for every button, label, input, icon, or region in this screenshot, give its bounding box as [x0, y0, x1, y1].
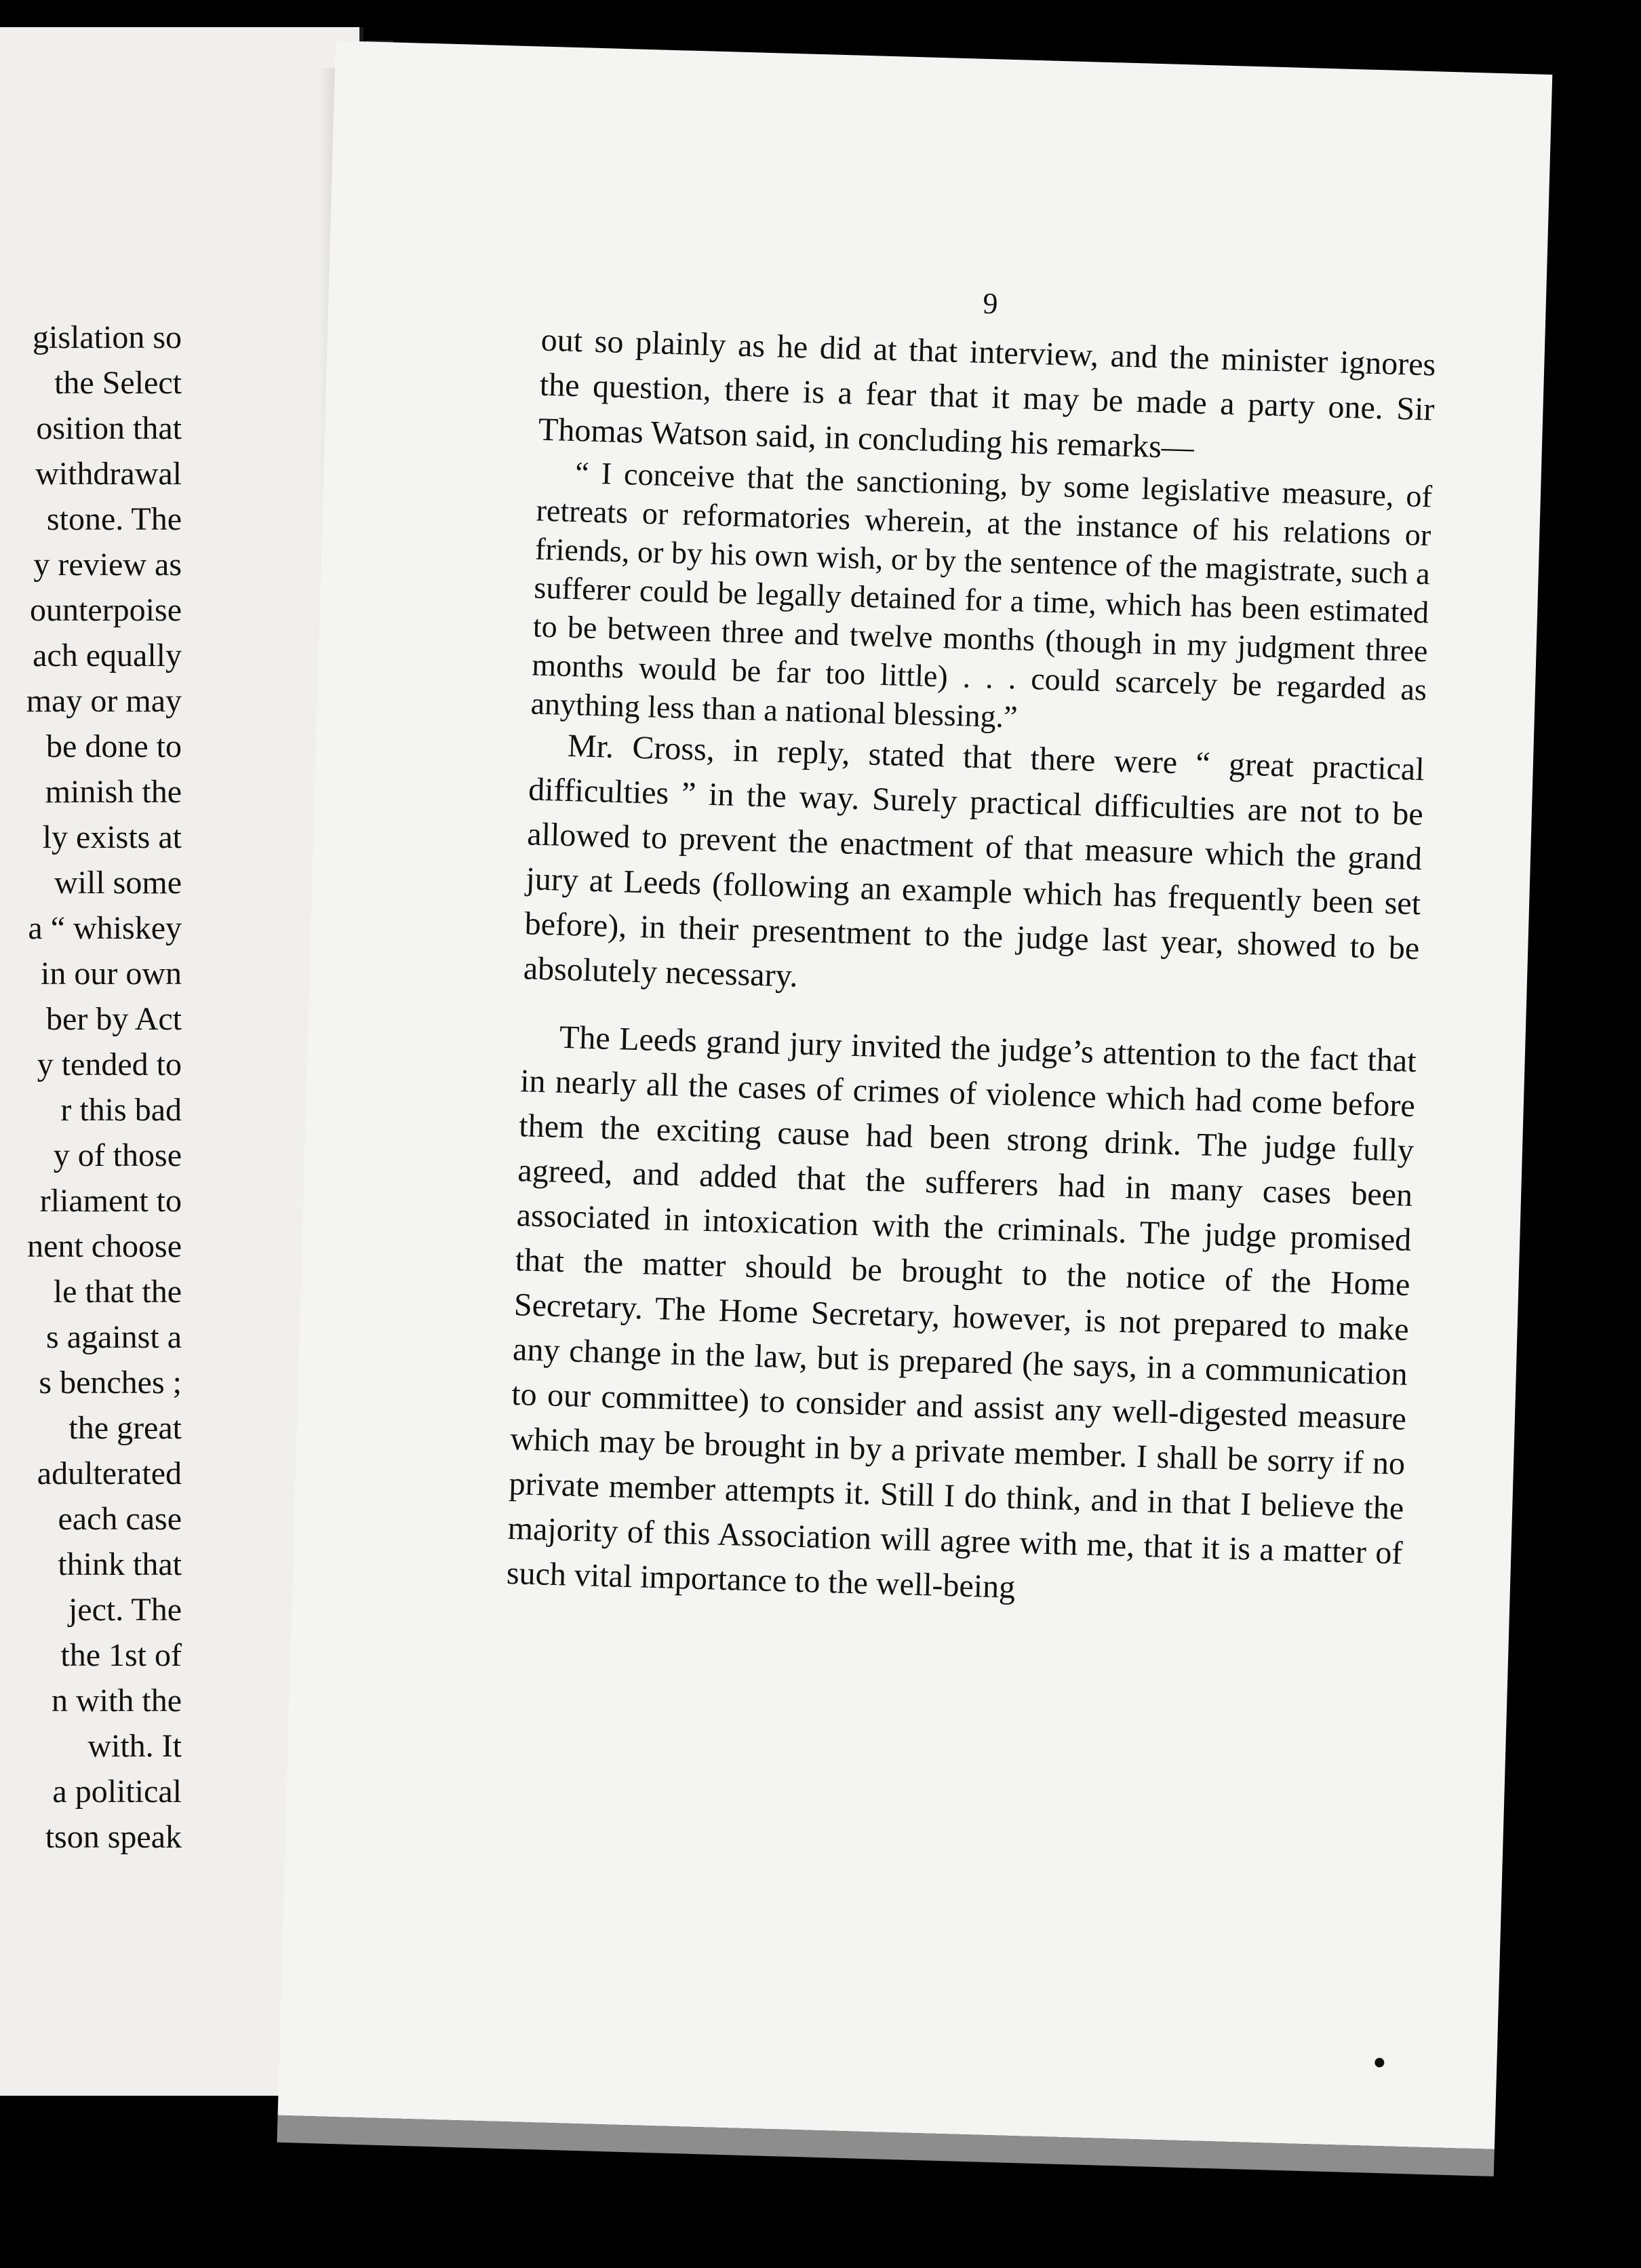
left-page-line: in our own — [41, 956, 182, 992]
left-page-line: y tended to — [37, 1047, 182, 1082]
left-page-line: r this bad — [60, 1092, 182, 1128]
left-page-text — [0, 315, 182, 1860]
left-page-line: with. It — [87, 1728, 182, 1764]
left-page-line: ject. The — [68, 1592, 182, 1628]
left-page-line: minish the — [45, 774, 182, 810]
right-page — [278, 41, 1553, 2149]
left-page-line: the 1st of — [60, 1637, 182, 1673]
left-page-line: s against a — [46, 1319, 182, 1355]
paragraph-opening: out so plainly as he did at that interview, and the minister ignores the question, there is a fear that it may be made a party one. Sir Thomas Watson said, in concluding his remarks— — [538, 321, 1437, 466]
left-page-line: be done to — [46, 728, 182, 764]
page-body — [506, 318, 1436, 1621]
left-page-line: nent choose — [27, 1228, 182, 1264]
left-page-line: osition that — [36, 410, 182, 446]
left-page-line: adulterated — [37, 1455, 182, 1491]
left-page-line: the great — [68, 1410, 182, 1446]
paragraph-leeds-jury: The Leeds grand jury invited the judge’s attention to the fact that in nearly all the cases of crimes of violence which had come before them the exciting cause had been strong drink. The judge fully agreed, and added that the sufferers had in many cases been associated in intoxication with the criminals. The judge promised that the matter should be brought to the notice of the Home Secretary. The Home Secretary, however, is not prepared to make any change in the law, but is prepared (he says, in a communication to our committee) to consider and assist any well-digested measure which may be brought in by a private member. I shall be sorry if no private member attempts it. Still I do think, and in that I believe the majority of this Association will agree with me, that it is a matter of such vital importance to the well-being — [506, 1019, 1417, 1605]
left-page-line: a political — [52, 1774, 182, 1810]
left-page-line: ly exists at — [42, 819, 182, 855]
left-page-line: withdrawal — [35, 456, 182, 492]
left-page-line: the Select — [54, 365, 182, 401]
left-page-line: n with the — [52, 1683, 182, 1719]
left-page-line: each case — [58, 1501, 182, 1537]
left-page-line: ounterpoise — [30, 592, 182, 628]
page-number: 9 — [982, 286, 999, 321]
block-quote: “ I conceive that the sanctioning, by some legislative measure, of retreats or reformatories wherein, at the instance of his relations or friends, or by his own wish, or by the sentence of the magistrate, such a sufferer could be legally detained for a time, which has been estimated to be between three and twelve months (though in my judgment three months would be far too little) . . . could scarcely be regarded as anything less than a national blessing.” — [530, 455, 1433, 735]
left-page-line: a “ whiskey — [28, 910, 182, 946]
left-page-line: think that — [58, 1546, 182, 1582]
left-page-line: s benches ; — [39, 1365, 182, 1401]
paragraph-cross-reply: Mr. Cross, in reply, stated that there were “ great practical difficulties ” in the way. Surely practical difficulties are not to be allowed to prevent the enactment of that measure which the grand jury at Leeds (following an example which has frequently been set before), in their presentment to the judge last year, showed to be absolutely necessary. — [523, 727, 1425, 994]
left-page-line: may or may — [26, 683, 182, 719]
left-page-line: tson speak — [45, 1819, 182, 1855]
left-page-line: will some — [54, 865, 182, 901]
ink-dot — [1375, 2058, 1384, 2067]
left-page-line: rliament to — [39, 1183, 182, 1219]
left-page-line: stone. The — [46, 501, 182, 537]
left-page-line: y review as — [33, 547, 182, 583]
left-page-line: le that the — [53, 1274, 182, 1310]
left-page-line: ber by Act — [46, 1001, 182, 1037]
left-page-line: gislation so — [32, 319, 182, 355]
left-page-line: y of those — [53, 1137, 182, 1173]
left-page-line: ach equally — [33, 638, 182, 673]
right-page-edge — [277, 2115, 1494, 2176]
